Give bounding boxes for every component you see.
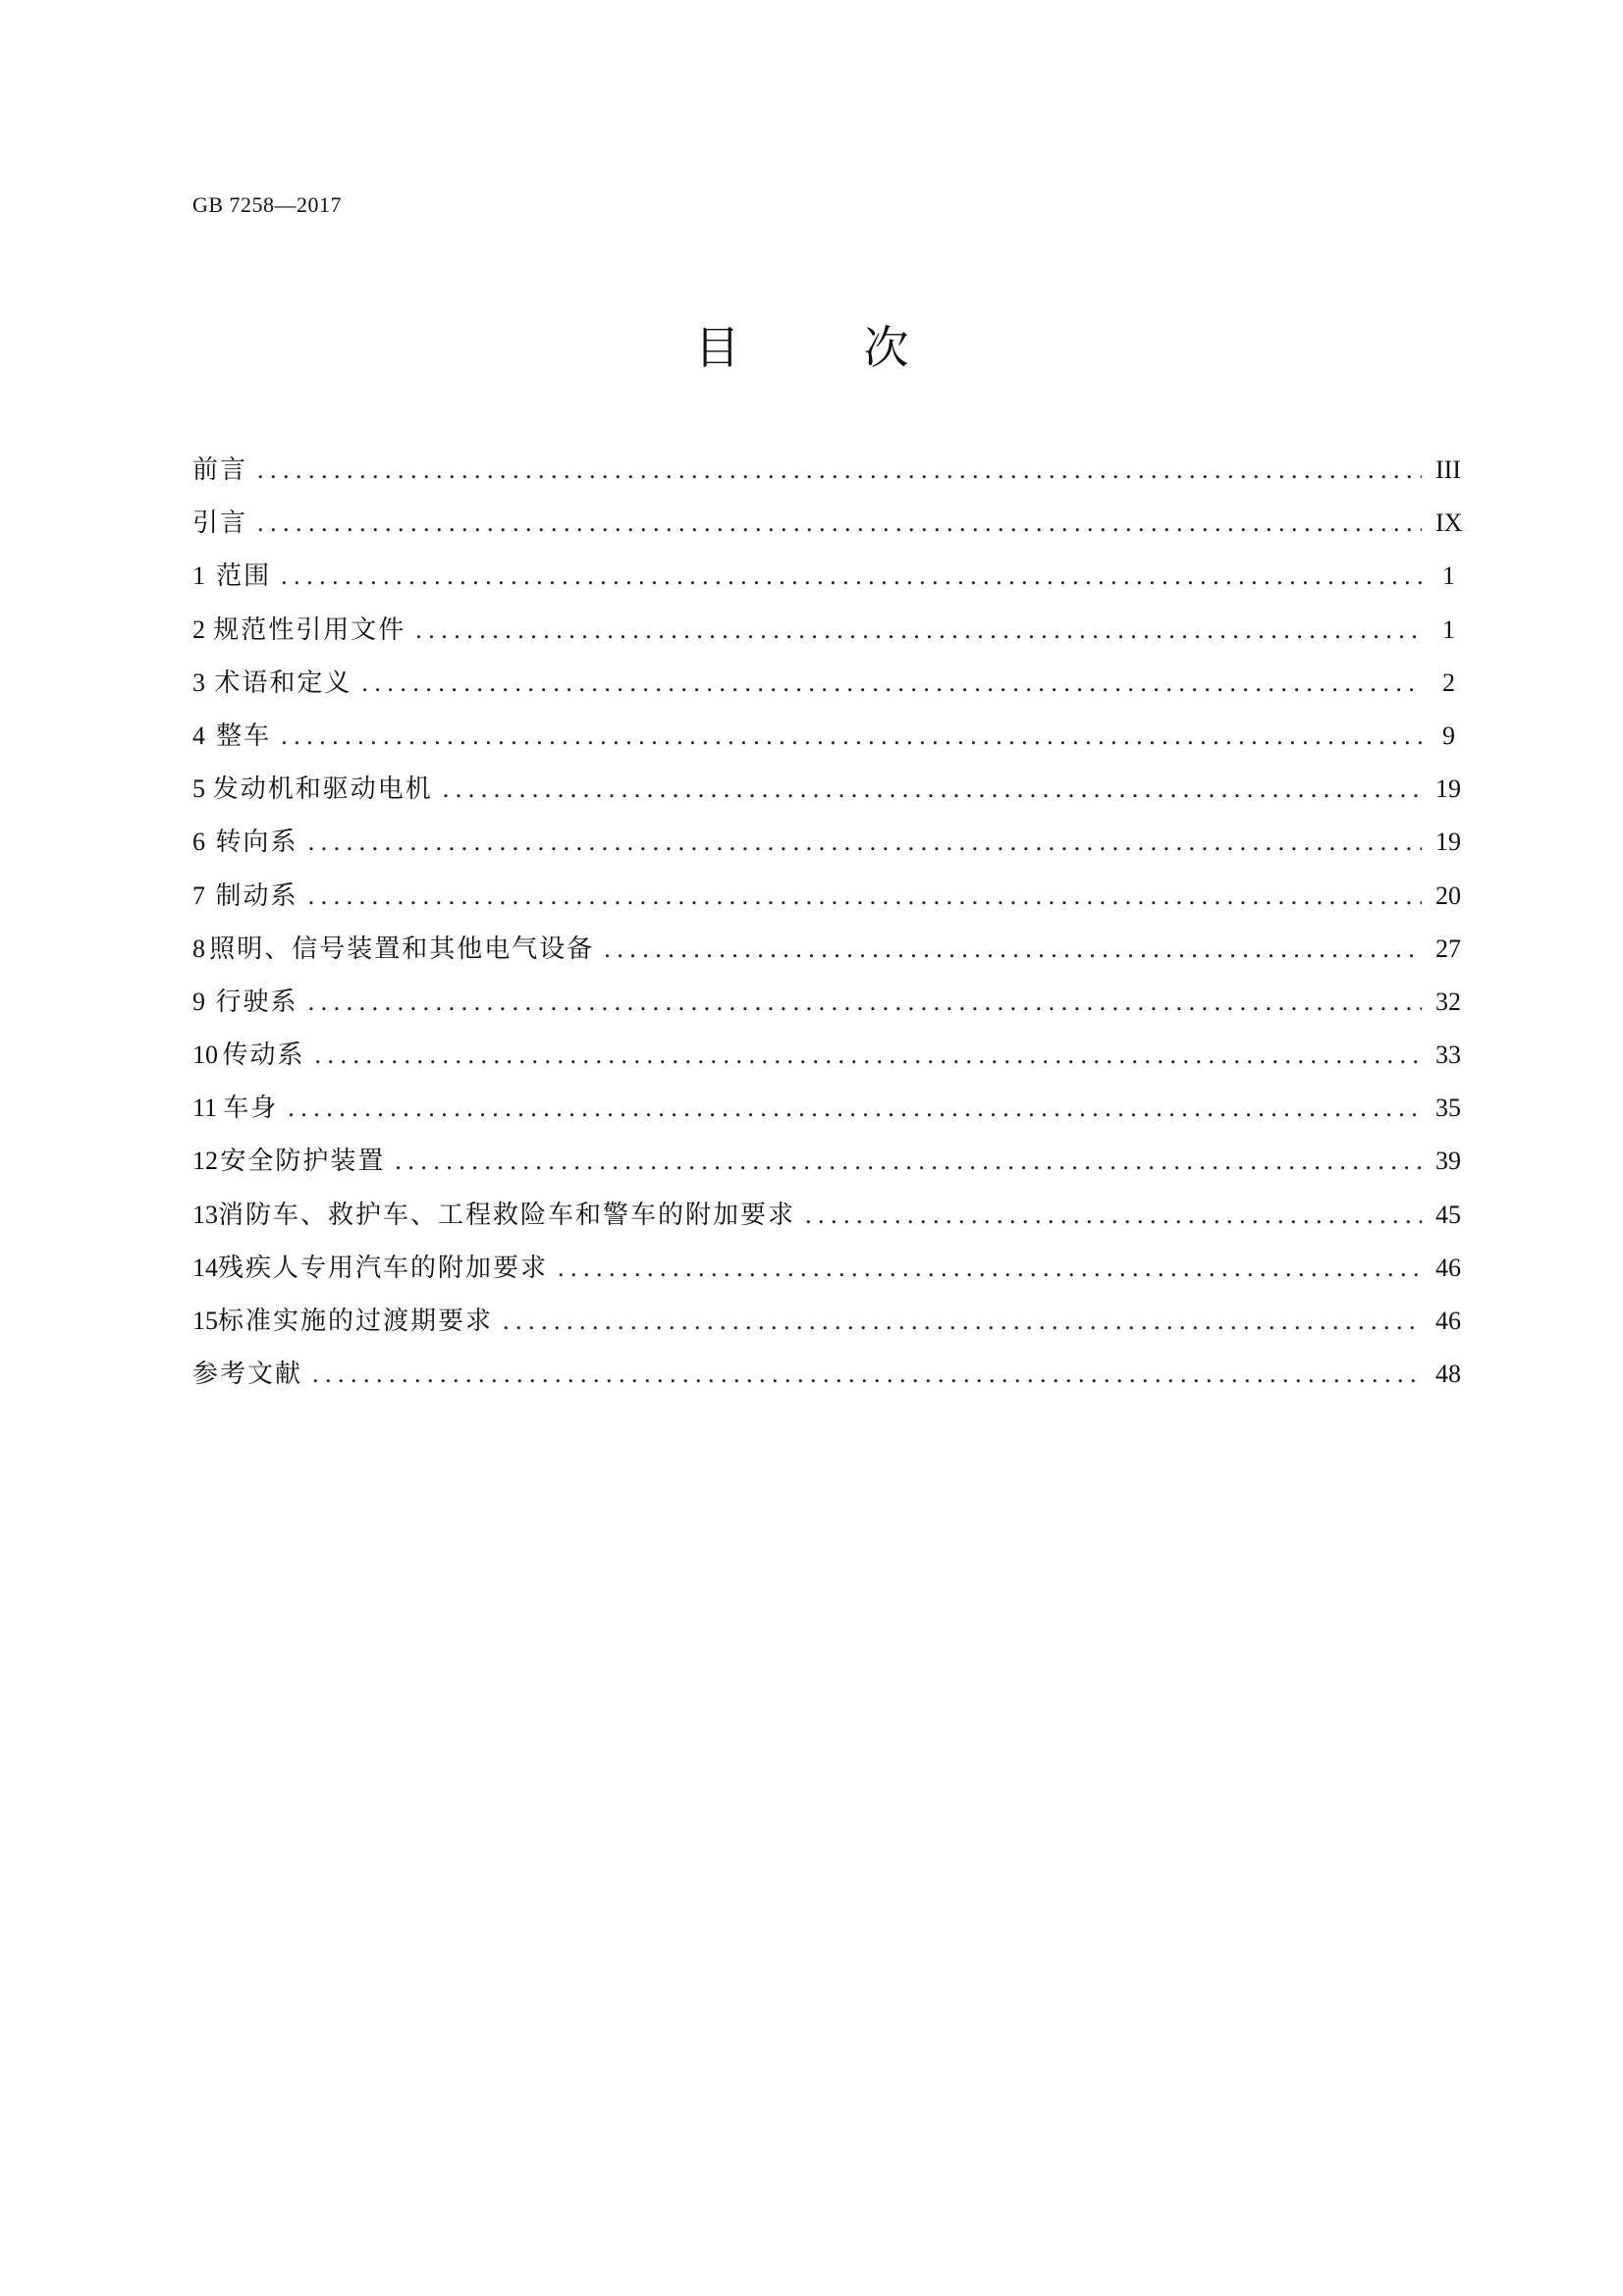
- dot-leader: [315, 1029, 1422, 1082]
- dot-leader: [308, 976, 1422, 1029]
- dot-leader: [395, 1135, 1422, 1188]
- toc-entry-title: 规范性引用文件: [213, 614, 406, 645]
- dot-leader: [308, 816, 1422, 869]
- toc-entry-title: 前言: [192, 455, 248, 485]
- toc-entry-references[interactable]: [192, 1348, 1461, 1401]
- toc-entry-page: 20: [1435, 881, 1461, 910]
- dot-leader: [308, 870, 1422, 923]
- dot-leader: [281, 550, 1422, 603]
- toc-entry-foreword[interactable]: [192, 444, 1461, 497]
- dot-leader: [558, 1242, 1422, 1295]
- page-title: 目 次: [694, 321, 948, 374]
- toc-entry-page: 45: [1435, 1200, 1461, 1229]
- toc-entry-number: 14: [192, 1253, 218, 1282]
- dot-leader: [281, 710, 1422, 763]
- toc-entry-number: 1: [192, 561, 205, 591]
- toc-entry-title: 参考文献: [192, 1360, 303, 1390]
- toc-entry-title: 残疾人专用汽车的附加要求: [218, 1253, 549, 1283]
- toc-entry-section-9[interactable]: [192, 976, 1461, 1029]
- toc-entry-page: IX: [1435, 508, 1463, 538]
- toc-entry-page: 46: [1435, 1307, 1461, 1335]
- dot-leader: [604, 923, 1422, 976]
- toc-entry-number: 12: [192, 1147, 218, 1176]
- toc-entry-title: 车身: [223, 1094, 279, 1124]
- toc-entry-page: 46: [1435, 1253, 1461, 1282]
- toc-entry-number: 15: [192, 1307, 218, 1335]
- toc-entry-number: 6: [192, 828, 205, 857]
- toc-entry-number: 5: [192, 774, 205, 804]
- toc-entry-title: 术语和定义: [214, 667, 352, 698]
- toc-entry-number: 9: [192, 987, 205, 1016]
- toc-entry-title: 行驶系: [215, 987, 298, 1017]
- toc-entry-title: 照明、信号装置和其他电气设备: [209, 934, 595, 964]
- toc-entry-section-10[interactable]: [192, 1029, 1461, 1082]
- toc-entry-section-12[interactable]: [192, 1135, 1461, 1188]
- toc-entry-section-7[interactable]: [192, 870, 1461, 923]
- toc-entry-page: 32: [1435, 987, 1461, 1016]
- toc-entry-page: 35: [1435, 1094, 1461, 1123]
- toc-entry-number: 11: [192, 1094, 218, 1123]
- toc-entry-page: 19: [1435, 774, 1461, 804]
- toc-entry-page: 1: [1442, 561, 1455, 591]
- dot-leader: [312, 1348, 1422, 1401]
- toc-entry-section-11[interactable]: [192, 1082, 1461, 1135]
- toc-entry-page: 1: [1442, 614, 1455, 644]
- toc-entry-number: 2: [192, 614, 205, 644]
- standard-code-header: GB 7258—2017: [192, 192, 343, 217]
- toc-entry-title: 安全防护装置: [220, 1147, 386, 1177]
- toc-entry-section-14[interactable]: [192, 1242, 1461, 1295]
- toc-entry-title: 引言: [192, 508, 248, 539]
- dot-leader: [288, 1082, 1422, 1135]
- toc-entry-page: 27: [1435, 934, 1461, 963]
- dot-leader: [257, 497, 1422, 550]
- dot-leader: [415, 604, 1422, 657]
- toc-entry-section-4[interactable]: [192, 710, 1455, 763]
- toc-entry-section-15[interactable]: [192, 1295, 1461, 1348]
- toc-entry-section-2[interactable]: [192, 604, 1455, 657]
- toc-entry-title: 整车: [216, 721, 272, 751]
- toc-entry-section-5[interactable]: [192, 763, 1461, 816]
- toc-entry-page: 48: [1435, 1360, 1461, 1389]
- toc-entry-number: 8: [192, 934, 205, 963]
- toc-entry-number: 3: [192, 667, 205, 697]
- toc-entry-title: 消防车、救护车、工程救险车和警车的附加要求: [218, 1200, 796, 1230]
- toc-entry-title: 传动系: [222, 1041, 305, 1071]
- toc-entry-section-1[interactable]: [192, 550, 1455, 603]
- toc-entry-page: III: [1435, 455, 1461, 484]
- dot-leader: [503, 1295, 1422, 1348]
- toc-entry-section-8[interactable]: [192, 923, 1461, 976]
- toc-entry-number: 10: [192, 1041, 218, 1070]
- dot-leader: [361, 657, 1422, 710]
- toc-entry-number: 4: [192, 721, 205, 750]
- dot-leader: [443, 763, 1422, 816]
- toc-entry-number: 7: [192, 881, 205, 910]
- dot-leader: [805, 1189, 1422, 1242]
- toc-entry-page: 39: [1435, 1147, 1461, 1176]
- toc-entry-title: 转向系: [215, 828, 298, 858]
- dot-leader: [257, 444, 1422, 497]
- toc-entry-section-13[interactable]: [192, 1189, 1461, 1242]
- toc-entry-title: 范围: [216, 561, 272, 592]
- toc-entry-section-6[interactable]: [192, 816, 1461, 869]
- toc-entry-page: 2: [1442, 667, 1455, 697]
- table-of-contents: [192, 444, 1463, 1401]
- toc-entry-introduction[interactable]: [192, 497, 1463, 550]
- toc-entry-title: 制动系: [215, 881, 298, 911]
- toc-entry-title: 发动机和驱动电机: [212, 774, 433, 805]
- toc-entry-page: 9: [1442, 721, 1455, 750]
- toc-entry-page: 33: [1435, 1041, 1461, 1070]
- toc-entry-number: 13: [192, 1200, 218, 1229]
- toc-entry-page: 19: [1435, 828, 1461, 857]
- toc-entry-section-3[interactable]: [192, 657, 1455, 710]
- toc-entry-title: 标准实施的过渡期要求: [218, 1307, 494, 1336]
